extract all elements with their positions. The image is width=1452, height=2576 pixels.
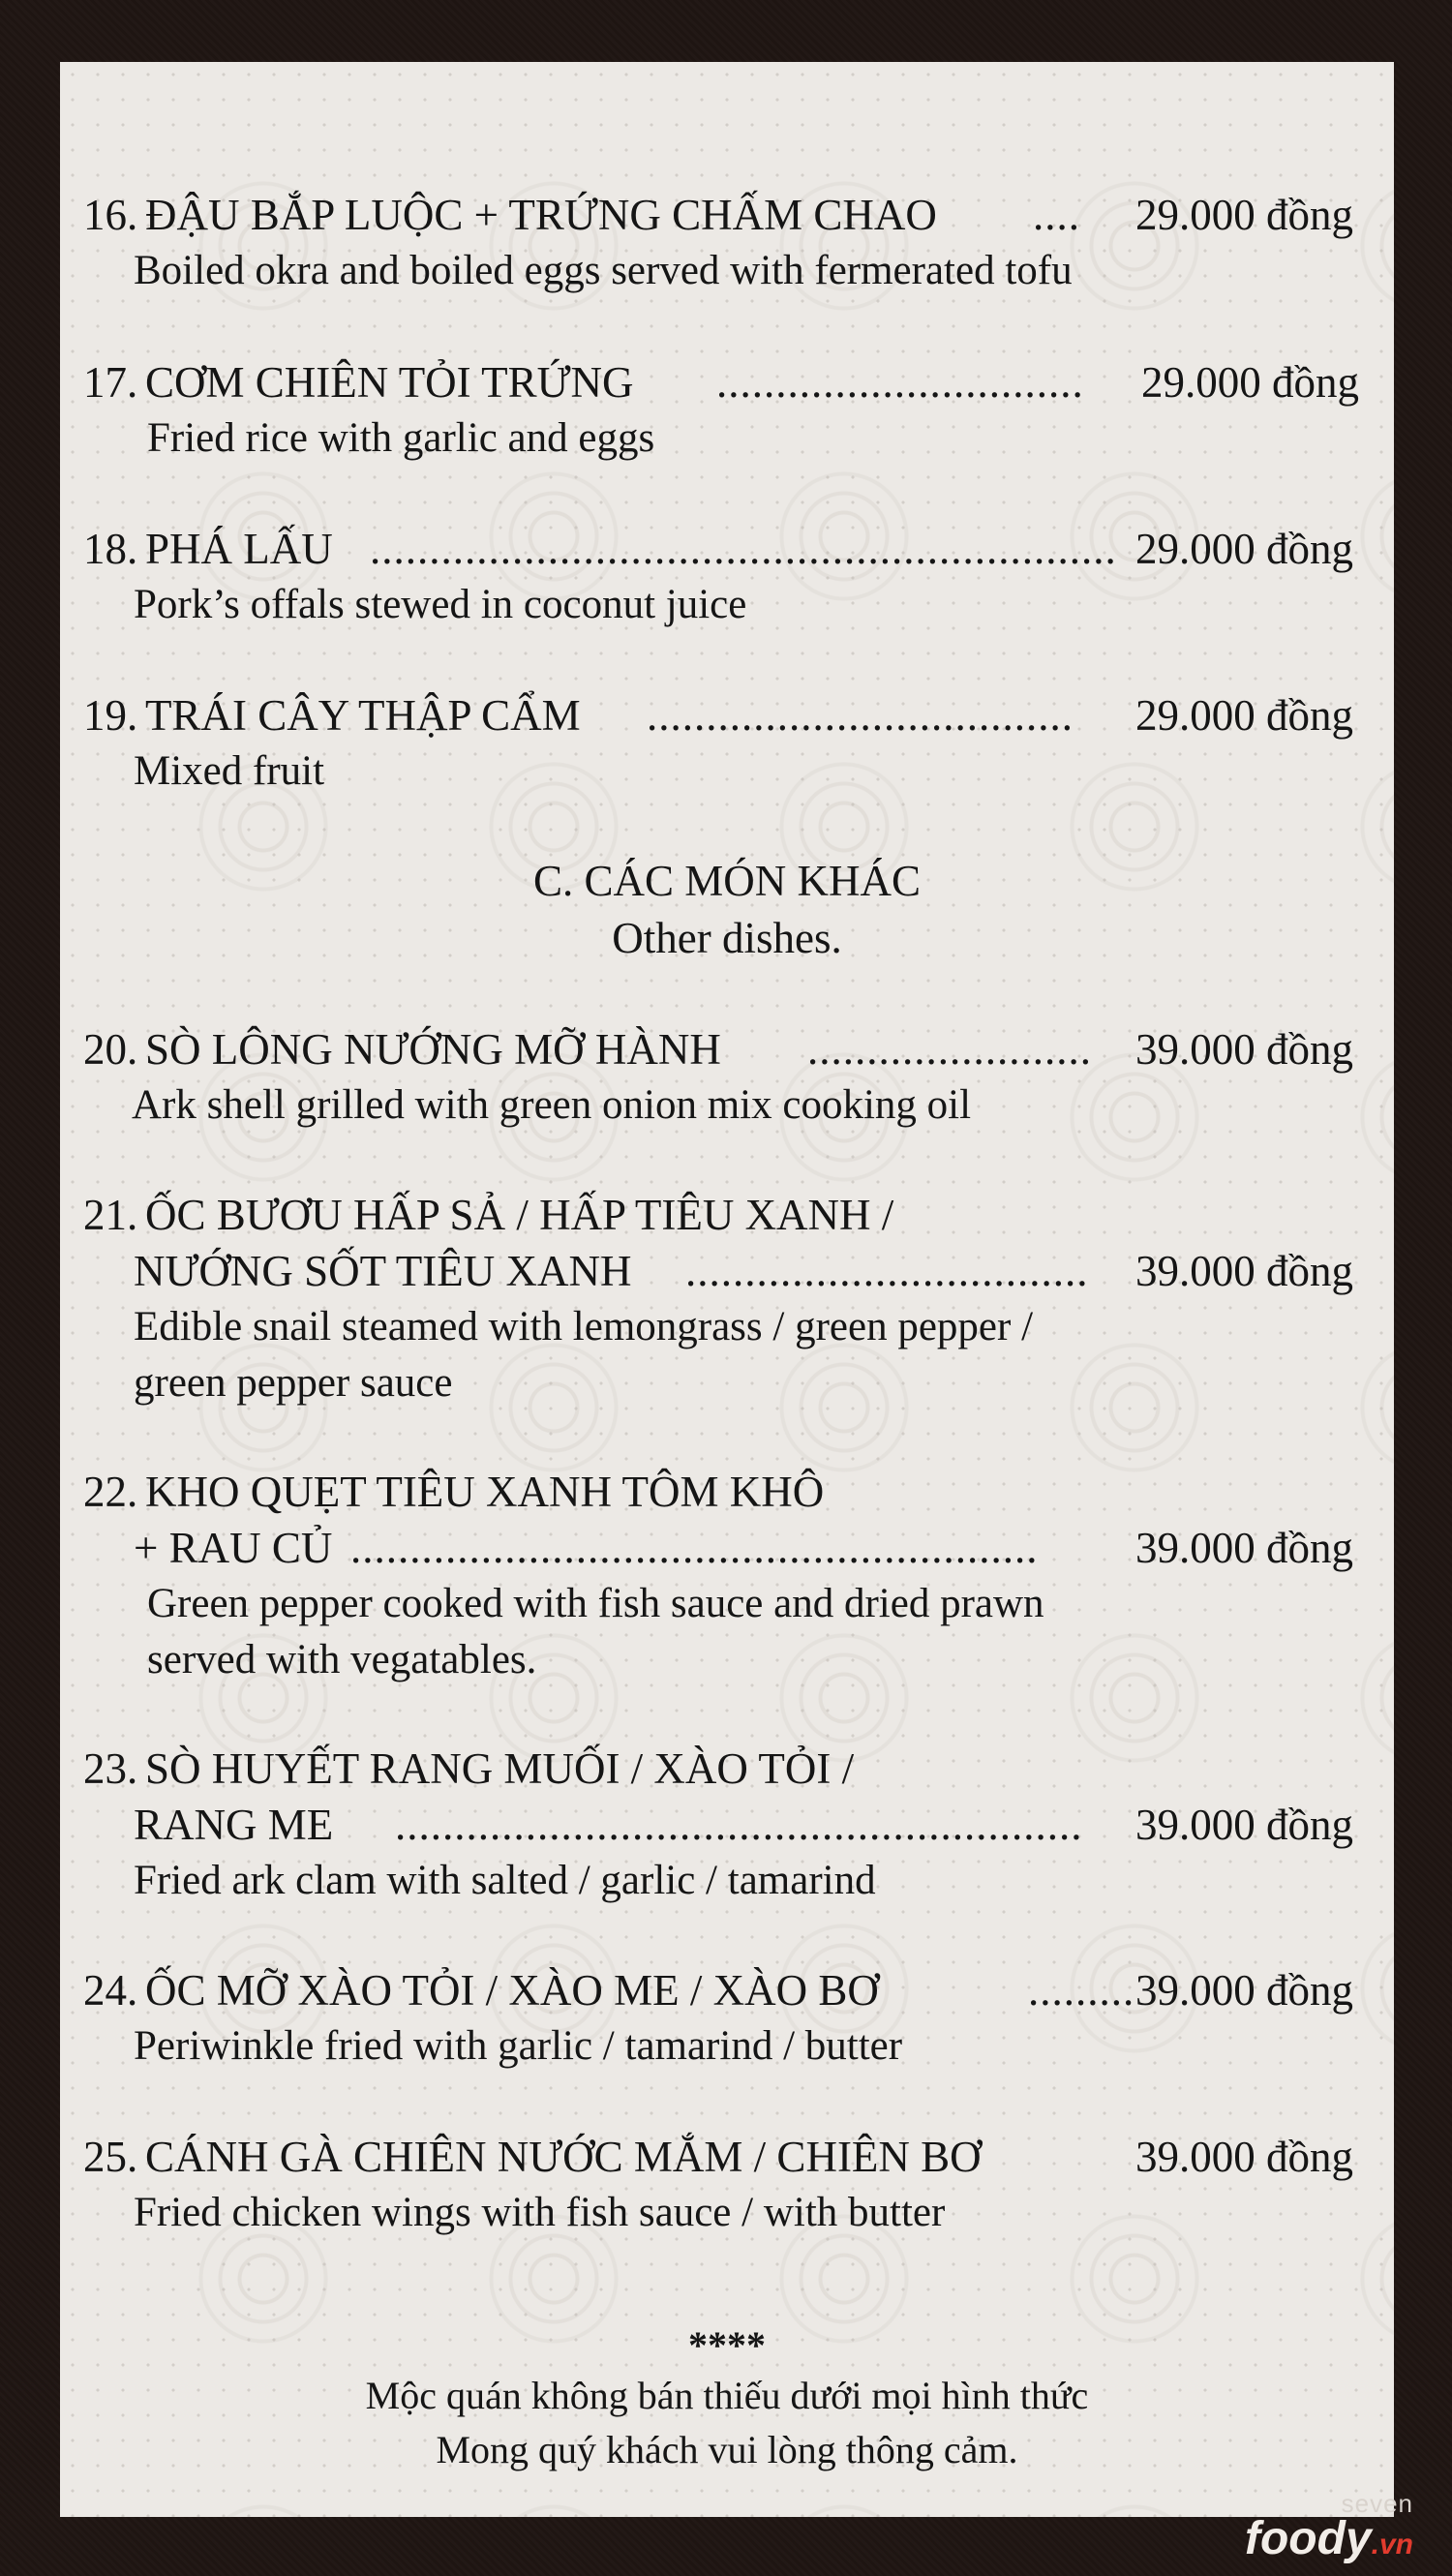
item-number: 18. (83, 525, 138, 573)
item-description: Edible snail steamed with lemongrass / green pepper / (134, 1304, 1034, 1349)
item-price: 29.000 đồng (1135, 191, 1353, 239)
item-name: CÁNH GÀ CHIÊN NƯỚC MẮM / CHIÊN BƠ (145, 2133, 982, 2181)
item-name: ỐC MỠ XÀO TỎI / XÀO ME / XÀO BƠ (145, 1966, 879, 2015)
foody-watermark (1245, 2491, 1413, 2562)
item-description: Mixed fruit (134, 748, 325, 794)
item-number: 20. (83, 1025, 138, 1074)
menu-page (60, 62, 1394, 2517)
item-description-continued: green pepper sauce (134, 1360, 453, 1406)
footer-notice-line-2: Mong quý khách vui lòng thông cảm. (436, 2428, 1018, 2471)
item-description: Fried chicken wings with fish sauce / with butter (134, 2190, 946, 2235)
section-title: C. CÁC MÓN KHÁC (532, 857, 922, 905)
item-name: TRÁI CÂY THẬP CẨM (145, 691, 581, 740)
item-description-continued: served with vegatables. (147, 1637, 537, 1682)
leader-dots: ......... (1028, 1966, 1135, 2015)
item-price: 39.000 đồng (1135, 2133, 1353, 2181)
item-number: 17. (83, 358, 138, 407)
item-price: 39.000 đồng (1135, 1524, 1353, 1572)
item-price: 29.000 đồng (1135, 691, 1353, 740)
item-name: PHÁ LẤU (145, 525, 333, 573)
item-price: 39.000 đồng (1135, 1966, 1353, 2015)
item-name: KHO QUẸT TIÊU XANH TÔM KHÔ (145, 1468, 825, 1516)
watermark-top-text: seven (1341, 2489, 1413, 2518)
item-price: 39.000 đồng (1135, 1801, 1353, 1849)
item-description: Fried rice with garlic and eggs (147, 415, 655, 461)
item-number: 19. (83, 691, 138, 740)
item-name-continued: NƯỚNG SỐT TIÊU XANH (134, 1247, 632, 1295)
item-number: 16. (83, 191, 138, 239)
item-name: SÒ LÔNG NƯỚNG MỠ HÀNH (145, 1025, 721, 1074)
item-number: 21. (83, 1191, 138, 1239)
leader-dots: .................................. (685, 1247, 1089, 1295)
leader-dots: .................................... (647, 691, 1074, 740)
section-subtitle: Other dishes. (612, 914, 842, 962)
item-name: CƠM CHIÊN TỎI TRỨNG (145, 358, 634, 407)
item-description: Ark shell grilled with green onion mix cooking oil (132, 1082, 972, 1128)
item-name-continued: + RAU CỦ (134, 1524, 333, 1572)
leader-dots: .... (1033, 191, 1080, 239)
item-description: Boiled okra and boiled eggs served with fermerated tofu (134, 248, 1073, 293)
item-number: 23. (83, 1744, 138, 1793)
item-description: Green pepper cooked with fish sauce and dried prawn (147, 1581, 1044, 1626)
item-description: Pork’s offals stewed in coconut juice (134, 582, 747, 627)
leader-dots: ............................................................... (370, 525, 1117, 573)
item-price: 39.000 đồng (1135, 1025, 1353, 1074)
item-number: 22. (83, 1468, 138, 1516)
watermark-brand-name: foody (1245, 2513, 1372, 2564)
watermark-brand-suffix: .vn (1371, 2529, 1413, 2561)
item-price: 29.000 đồng (1141, 358, 1359, 407)
item-description: Fried ark clam with salted / garlic / tamarind (134, 1858, 876, 1903)
item-price: 29.000 đồng (1135, 525, 1353, 573)
item-name: ỐC BƯƠU HẤP SẢ / HẤP TIÊU XANH / (145, 1191, 894, 1239)
footer-stars: **** (688, 2323, 766, 2367)
footer-notice-line-1: Mộc quán không bán thiếu dưới mọi hình thức (365, 2374, 1089, 2417)
watermark-brand (1245, 2513, 1413, 2564)
item-name: ĐẬU BẮP LUỘC + TRỨNG CHẤM CHAO (145, 191, 937, 239)
leader-dots: .......................................................... (350, 1524, 1039, 1572)
item-price: 39.000 đồng (1135, 1247, 1353, 1295)
leader-dots: ........................ (807, 1025, 1092, 1074)
item-name-continued: RANG ME (134, 1801, 334, 1849)
item-name: SÒ HUYẾT RANG MUỐI / XÀO TỎI / (145, 1744, 855, 1793)
item-description: Periwinkle fried with garlic / tamarind / butter (134, 2023, 903, 2069)
leader-dots: ............................... (716, 358, 1084, 407)
item-number: 24. (83, 1966, 138, 2015)
leader-dots: .......................................................... (395, 1801, 1083, 1849)
item-number: 25. (83, 2133, 138, 2181)
